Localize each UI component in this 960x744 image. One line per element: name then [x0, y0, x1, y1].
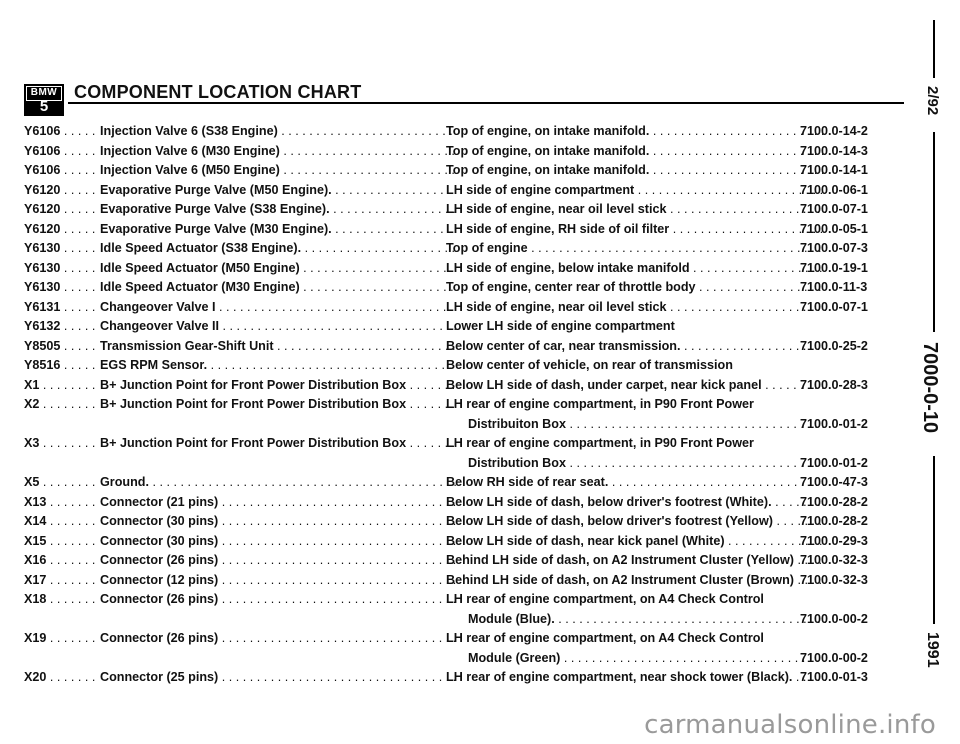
component-location: Top of engine, on intake manifold. . . .: [446, 144, 826, 158]
component-location: LH rear of engine compartment, in P90 Front Power: [446, 397, 754, 411]
component-name: Connector (30 pins) . . .: [100, 514, 456, 528]
component-id: X1 . . .: [24, 378, 100, 392]
component-id: Y6120 . . .: [24, 183, 100, 197]
table-row: [24, 417, 904, 437]
component-location: LH rear of engine compartment, on A4 Check Control: [446, 592, 764, 606]
component-id: Y6130 . . .: [24, 261, 100, 275]
component-location: Top of engine . . .: [446, 241, 826, 255]
component-location: Below LH side of dash, below driver's footrest (White). . . .: [446, 495, 826, 509]
bmw-logo: [24, 84, 64, 116]
reference-number: 7100.0-01-3: [800, 670, 868, 684]
table-row: [24, 319, 904, 339]
component-name: EGS RPM Sensor. . . .: [100, 358, 456, 372]
component-name: Ground. . . .: [100, 475, 456, 489]
component-name: Evaporative Purge Valve (M50 Engine). . . .: [100, 183, 456, 197]
component-id: X16 . . .: [24, 553, 100, 567]
watermark: carmanualsonline.info: [644, 710, 936, 740]
component-name: Idle Speed Actuator (S38 Engine). . . .: [100, 241, 456, 255]
component-id: Y6130 . . .: [24, 241, 100, 255]
table-row: [24, 456, 904, 476]
component-location: Distribution Box . . .: [468, 456, 826, 470]
table-row: [24, 280, 904, 300]
table-row: [24, 631, 904, 651]
table-row: [24, 222, 904, 242]
component-location: Top of engine, on intake manifold. . . .: [446, 124, 826, 138]
component-id: X15 . . .: [24, 534, 100, 548]
component-location: LH side of engine compartment . . .: [446, 183, 826, 197]
component-name: Connector (26 pins) . . .: [100, 553, 456, 567]
reference-number: 7100.0-06-1: [800, 182, 868, 197]
table-row: [24, 339, 904, 359]
component-location: Below LH side of dash, near kick panel (White) . . .: [446, 534, 826, 548]
table-row: [24, 651, 904, 671]
reference-number: 7100.0-01-2: [800, 416, 868, 431]
table-row: [24, 612, 904, 632]
component-name: Connector (25 pins) . . .: [100, 670, 456, 684]
component-id: X3 . . .: [24, 436, 100, 450]
component-id: X19 . . .: [24, 631, 100, 645]
reference-number: 7100.0-19-1: [800, 260, 868, 275]
component-id: Y6130 . . .: [24, 280, 100, 294]
reference-number: 7100.0-29-3: [800, 533, 868, 548]
reference-number: 7100.0-07-1: [800, 299, 868, 314]
component-id: Y8505 . . .: [24, 339, 100, 353]
component-id: X2 . . .: [24, 397, 100, 411]
table-row: [24, 495, 904, 515]
margin-rule: [933, 20, 935, 78]
reference-number: 7100.0-14-2: [800, 124, 868, 138]
component-name: Connector (12 pins) . . .: [100, 573, 456, 587]
table-row: [24, 144, 904, 164]
logo-brand-text: BMW: [26, 86, 62, 101]
component-name: Evaporative Purge Valve (M30 Engine). . . .: [100, 222, 456, 236]
table-row: [24, 475, 904, 495]
component-id: Y6132 . . .: [24, 319, 100, 333]
component-location: Below center of vehicle, on rear of transmission: [446, 358, 733, 372]
component-id: X18 . . .: [24, 592, 100, 606]
table-row: [24, 202, 904, 222]
component-name: Changeover Valve I . . .: [100, 300, 456, 314]
margin-rule: [933, 456, 935, 624]
component-location: LH side of engine, near oil level stick . . .: [446, 202, 826, 216]
table-row: [24, 378, 904, 398]
component-name: B+ Junction Point for Front Power Distribution Box . . .: [100, 378, 456, 392]
reference-number: 7100.0-00-2: [800, 611, 868, 626]
reference-number: 7100.0-28-2: [800, 514, 868, 528]
component-name: Idle Speed Actuator (M50 Engine) . . .: [100, 261, 456, 275]
table-row: [24, 534, 904, 554]
component-id: Y6120 . . .: [24, 222, 100, 236]
model-year: 1991: [924, 632, 941, 668]
component-location: LH side of engine, below intake manifold . . .: [446, 261, 826, 275]
component-id: Y6106 . . .: [24, 144, 100, 158]
component-table: [24, 124, 904, 690]
component-location: LH side of engine, near oil level stick . . .: [446, 300, 826, 314]
table-row: [24, 670, 904, 690]
component-id: X14 . . .: [24, 514, 100, 528]
component-location: Below LH side of dash, under carpet, near kick panel . . .: [446, 378, 826, 392]
component-id: X20 . . .: [24, 670, 100, 684]
margin-rule: [933, 132, 935, 332]
table-row: [24, 124, 904, 144]
table-row: [24, 573, 904, 593]
component-id: Y6106 . . .: [24, 124, 100, 138]
component-location: Lower LH side of engine compartment: [446, 319, 675, 333]
component-name: Connector (26 pins) . . .: [100, 631, 456, 645]
component-name: Injection Valve 6 (M50 Engine) . . .: [100, 163, 456, 177]
reference-number: 7100.0-28-2: [800, 494, 868, 509]
table-row: [24, 241, 904, 261]
component-location: Below RH side of rear seat. . . .: [446, 475, 826, 489]
component-location: LH rear of engine compartment, on A4 Check Control: [446, 631, 764, 645]
reference-number: 7100.0-32-3: [800, 553, 868, 567]
component-name: B+ Junction Point for Front Power Distribution Box . . .: [100, 397, 456, 411]
component-location: Distribuiton Box . . .: [468, 417, 826, 431]
component-name: Connector (30 pins) . . .: [100, 534, 456, 548]
component-id: X13 . . .: [24, 495, 100, 509]
component-name: Connector (26 pins) . . .: [100, 592, 456, 606]
component-location: Module (Green) . . .: [468, 651, 826, 665]
component-location: Top of engine, on intake manifold. . . .: [446, 163, 826, 177]
component-name: Injection Valve 6 (M30 Engine) . . .: [100, 144, 456, 158]
component-location: LH rear of engine compartment, near shock tower (Black). . . .: [446, 670, 826, 684]
title-rule: [68, 102, 904, 104]
table-row: [24, 261, 904, 281]
component-id: Y8516 . . .: [24, 358, 100, 372]
reference-number: 7100.0-00-2: [800, 650, 868, 665]
reference-number: 7100.0-07-1: [800, 202, 868, 216]
component-id: Y6106 . . .: [24, 163, 100, 177]
reference-number: 7100.0-14-1: [800, 163, 868, 177]
table-row: [24, 436, 904, 456]
page-title: COMPONENT LOCATION CHART: [74, 82, 362, 102]
reference-number: 7100.0-25-2: [800, 338, 868, 353]
reference-number: 7100.0-07-3: [800, 241, 868, 255]
reference-number: 7100.0-47-3: [800, 475, 868, 489]
component-name: Evaporative Purge Valve (S38 Engine). . . .: [100, 202, 456, 216]
reference-number: 7100.0-14-3: [800, 143, 868, 158]
component-name: Injection Valve 6 (S38 Engine) . . .: [100, 124, 456, 138]
table-row: [24, 183, 904, 203]
component-id: X5 . . .: [24, 475, 100, 489]
table-row: [24, 514, 904, 534]
table-row: [24, 358, 904, 378]
logo-series-number: 5: [39, 98, 49, 115]
component-location: Behind LH side of dash, on A2 Instrument Cluster (Yellow) . . .: [446, 553, 826, 567]
reference-number: 7100.0-32-3: [800, 572, 868, 587]
table-row: [24, 397, 904, 417]
page-header: [24, 82, 904, 116]
table-row: [24, 163, 904, 183]
page-number: 2/92: [924, 86, 941, 116]
component-name: Changeover Valve II . . .: [100, 319, 456, 333]
component-name: B+ Junction Point for Front Power Distribution Box . . .: [100, 436, 456, 450]
component-location: Top of engine, center rear of throttle body . . .: [446, 280, 826, 294]
component-name: Idle Speed Actuator (M30 Engine) . . .: [100, 280, 456, 294]
component-name: Connector (21 pins) . . .: [100, 495, 456, 509]
component-name: Transmission Gear-Shift Unit . . .: [100, 339, 456, 353]
side-margin: [905, 0, 960, 744]
component-location: LH rear of engine compartment, in P90 Front Power: [446, 436, 754, 450]
reference-number: 7100.0-11-3: [800, 280, 868, 294]
component-id: Y6120 . . .: [24, 202, 100, 216]
table-row: [24, 300, 904, 320]
table-row: [24, 553, 904, 573]
reference-number: 7100.0-05-1: [800, 221, 868, 236]
reference-number: 7100.0-01-2: [800, 455, 868, 470]
section-number: 7000-0-10: [919, 342, 941, 434]
component-location: Module (Blue). . . .: [468, 612, 826, 626]
reference-number: 7100.0-28-3: [800, 377, 868, 392]
component-location: Below LH side of dash, below driver's footrest (Yellow) . . .: [446, 514, 826, 528]
component-id: Y6131 . . .: [24, 300, 100, 314]
component-id: X17 . . .: [24, 573, 100, 587]
table-row: [24, 592, 904, 612]
component-location: Behind LH side of dash, on A2 Instrument Cluster (Brown) . . .: [446, 573, 826, 587]
component-location: Below center of car, near transmission. . . .: [446, 339, 826, 353]
component-location: LH side of engine, RH side of oil filter . . .: [446, 222, 826, 236]
